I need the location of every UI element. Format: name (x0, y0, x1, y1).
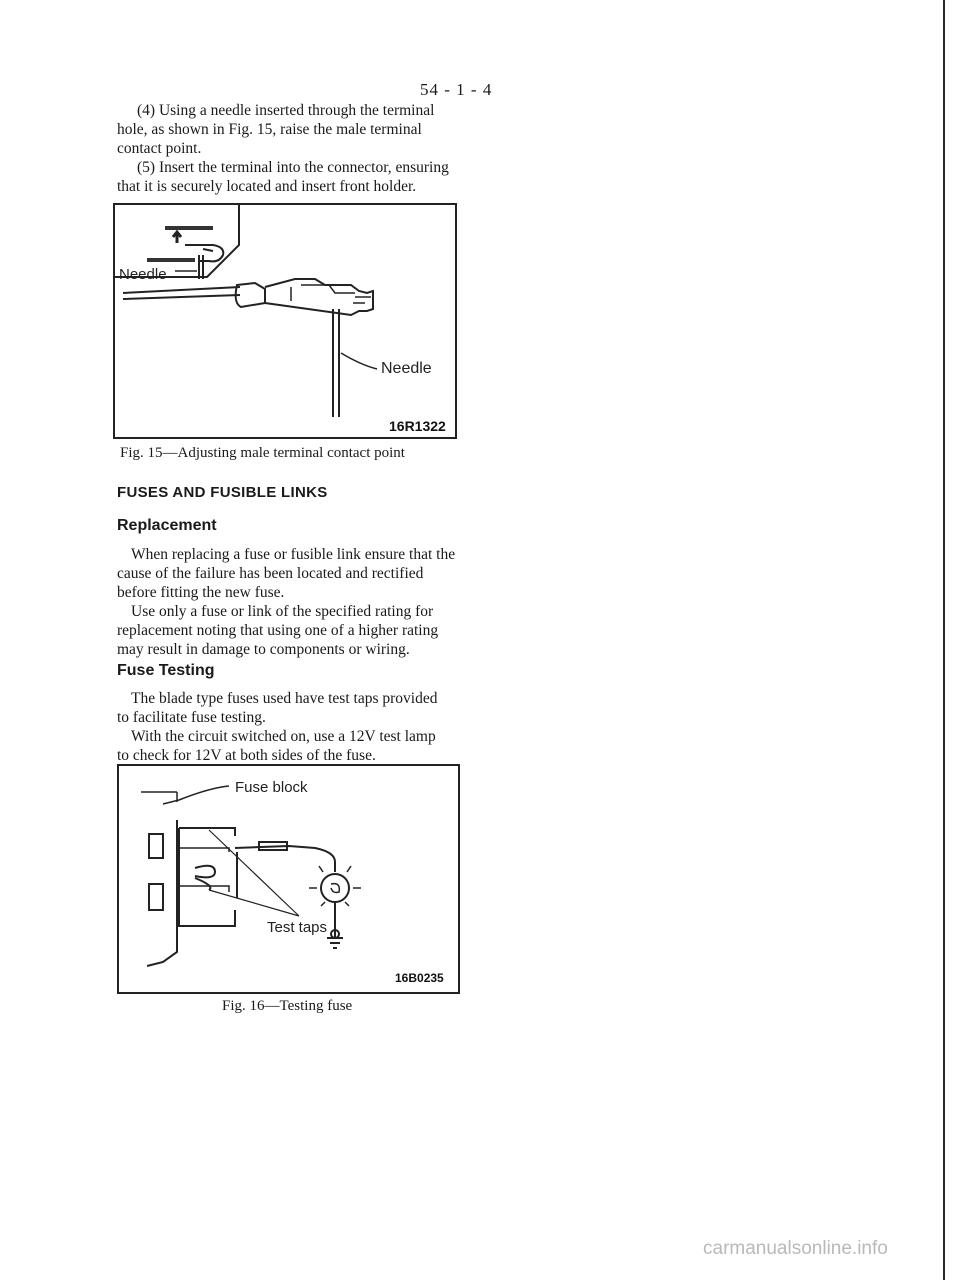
needle-leader (341, 353, 377, 369)
fuse-terminals (179, 848, 229, 892)
needle-shaft (333, 309, 339, 417)
inset-top-bar (165, 226, 213, 230)
fuse-testing-paragraph (117, 689, 437, 765)
terminal-detail (291, 285, 355, 301)
text-line: cause of the failure has been located and rectified (117, 565, 424, 582)
figure-16-box (117, 764, 460, 994)
text-line: hole, as shown in Fig. 15, raise the male terminal (117, 121, 422, 138)
replacement-heading: Replacement (117, 517, 217, 534)
inset-arrow-icon (173, 232, 181, 243)
text-line: before fitting the new fuse. (117, 584, 285, 601)
figure-16-label-fuse-block: Fuse block (235, 779, 308, 796)
lamp-filament (331, 884, 339, 893)
figure-15-code: 16R1322 (389, 418, 446, 434)
lamp-icon (321, 874, 349, 902)
figure-15-label-needle-top: Needle (119, 266, 167, 283)
ground-icon (327, 938, 343, 948)
figure-15-box (113, 203, 457, 439)
socket-top (149, 834, 163, 858)
text-line: may result in damage to components or wiring. (117, 641, 410, 658)
text-line: (4) Using a needle inserted through the terminal (137, 102, 435, 119)
page-number: 54 - 1 - 4 (420, 80, 493, 99)
terminal-crimp (236, 283, 265, 307)
text-line: replacement noting that using one of a higher rating (117, 622, 439, 639)
page-edge (943, 0, 945, 1280)
wire (123, 287, 240, 299)
figure-16-code: 16B0235 (395, 971, 444, 985)
text-line: that it is securely located and insert front holder. (117, 178, 417, 195)
inset-hook-inner (203, 249, 213, 251)
socket-bottom (149, 884, 163, 910)
replacement-paragraph (117, 545, 455, 659)
text-line: Use only a fuse or link of the specified rating for (131, 603, 434, 620)
figure-15-caption: Fig. 15—Adjusting male terminal contact point (120, 445, 405, 461)
text-line: to check for 12V at both sides of the fuse. (117, 747, 376, 764)
text-line: to facilitate fuse testing. (117, 709, 266, 726)
text-line: contact point. (117, 140, 202, 157)
figure-16-drawing (119, 766, 462, 996)
figure-16-caption: Fig. 16—Testing fuse (222, 998, 353, 1014)
figure-16-label-test-taps: Test taps (267, 919, 328, 936)
inset-bottom-bar (147, 258, 195, 262)
contact-detail (353, 297, 371, 303)
figure-15-drawing (115, 205, 459, 441)
intro-paragraph (117, 101, 449, 196)
figure-15-label-needle-right: Needle (381, 360, 432, 377)
fuse-testing-heading: Fuse Testing (117, 662, 215, 679)
section-heading: FUSES AND FUSIBLE LINKS (117, 484, 328, 501)
inset-needle (199, 255, 203, 279)
fuse-block-leader (141, 786, 229, 804)
text-line: When replacing a fuse or fusible link ensure that the (131, 546, 456, 563)
text-line: With the circuit switched on, use a 12V test lamp (131, 728, 436, 745)
text-line: (5) Insert the terminal into the connector, ensuring (137, 159, 449, 176)
watermark: carmanualsonline.info (703, 1238, 888, 1259)
text-line: The blade type fuses used have test taps provided (131, 690, 438, 707)
